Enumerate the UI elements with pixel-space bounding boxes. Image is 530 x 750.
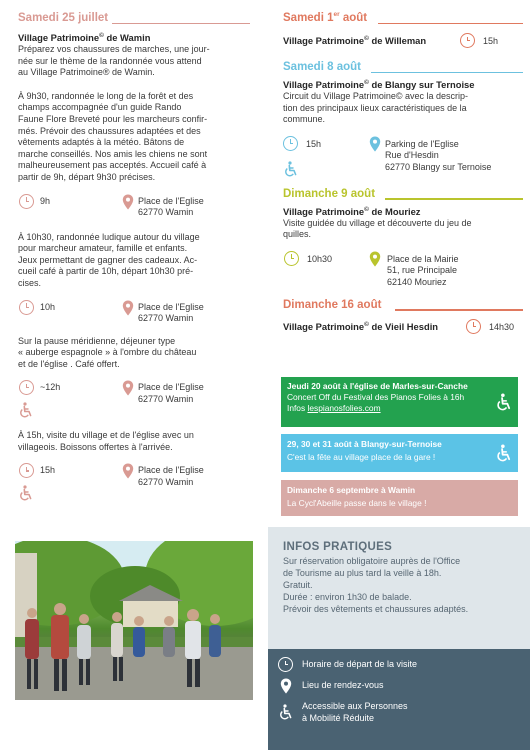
banner-cyclabeille	[281, 480, 518, 516]
venue-place: de Wamin	[103, 32, 151, 43]
wheelchair-icon	[278, 704, 294, 720]
para-line: partir de 9h, départ 9h30 précises.	[18, 171, 156, 182]
clock-icon	[284, 251, 299, 266]
date-rule	[395, 309, 523, 311]
date-heading-sunday-16	[283, 297, 523, 314]
para-line: Jeux permettant de gagner des cadeaux. Ac-	[18, 254, 198, 265]
location-pin-icon	[122, 300, 134, 316]
date-part: Samedi 1	[283, 12, 334, 24]
time-text: 15h	[40, 465, 56, 476]
place-text	[138, 196, 204, 219]
legend-text: Lieu de rendez-vous	[302, 680, 384, 690]
infos-title: INFOS PRATIQUES	[283, 541, 393, 553]
banner-title: 29, 30 et 31 août à Blangy-sur-Ternoise	[287, 439, 442, 449]
location-pin-icon	[280, 678, 292, 694]
info-row-blangy	[283, 136, 523, 182]
walk-930-paragraph	[18, 91, 250, 184]
venue-reg: ©	[99, 31, 104, 39]
para-line: commune.	[283, 114, 326, 125]
para-line: més. Prévoir des chaussures adaptées et des	[18, 125, 201, 136]
venue-place: de Willeman	[368, 35, 427, 46]
info-row-mouriez	[283, 251, 523, 291]
para-line: pour marcheur amateur, famille et enfants.	[18, 243, 188, 254]
place-line: Place de l'Eglise	[138, 382, 204, 393]
date-rule	[378, 23, 523, 25]
para-line: marche conseillés. Nos amis les chiens ne sont	[18, 148, 208, 159]
location-pin-icon	[122, 380, 134, 396]
venue-name: Village Patrimoine	[283, 79, 365, 90]
venue-place: de Mouriez	[368, 205, 421, 217]
venue-title-mouriez	[283, 206, 523, 218]
location-pin-icon	[369, 136, 381, 152]
info-row-12h	[18, 380, 250, 424]
banner-info-line	[287, 403, 512, 414]
clock-icon	[19, 300, 34, 315]
para-line: À 15h, visite du village et de l'église avec un	[18, 430, 194, 441]
date-heading-saturday-1	[283, 10, 523, 27]
date-heading-saturday-25	[18, 10, 250, 27]
info-row-9h	[18, 194, 250, 224]
infos-panel	[268, 527, 530, 649]
para-line: « auberge espagnole » à l'ombre du château	[18, 347, 197, 358]
venue-name: Village Patrimoine	[283, 205, 365, 217]
blangy-description	[283, 91, 523, 126]
venue-place: de Blangy sur Ternoise	[368, 79, 475, 90]
date-part: août	[339, 12, 368, 24]
banner-text: La Cycl'Abeille passe dans le village !	[287, 498, 427, 508]
legend-line: à Mobilité Réduite	[302, 712, 375, 723]
wheelchair-icon	[18, 402, 34, 418]
right-column	[283, 10, 523, 338]
venue-reg: ©	[364, 34, 369, 42]
para-line: Faune Flore Breveté pour les marcheurs confir-	[18, 113, 208, 124]
para-line: tion des principaux lieux caractéristiques de la	[283, 102, 467, 113]
intro-paragraph	[18, 44, 250, 79]
pianos-folies-link[interactable]: lespianosfolies.com	[307, 403, 381, 413]
clock-icon	[283, 136, 298, 151]
banner-text: C'est la fête au village place de la gare !	[287, 452, 436, 462]
location-pin-icon	[122, 463, 134, 479]
clock-icon	[278, 657, 293, 672]
place-line: Rue d'Hesdin	[385, 150, 439, 161]
date-text: Samedi 25 juillet	[18, 12, 112, 24]
place-line: 51, rue Principale	[387, 265, 458, 276]
para-line: au Village Patrimoine® de Wamin.	[18, 67, 155, 78]
location-pin-icon	[122, 194, 134, 210]
place-text	[138, 465, 204, 488]
walk-1030-paragraph	[18, 232, 250, 290]
venue-name: Village Patrimoine	[18, 32, 100, 43]
wheelchair-icon	[495, 393, 513, 411]
para-line: vêtements adaptés à la météo. Bâtons de	[18, 137, 185, 148]
photo-illustration	[15, 541, 253, 700]
venue-name: Village Patrimoine	[283, 35, 365, 46]
date-rule	[371, 72, 523, 74]
venue-title-vieil-hesdin	[283, 321, 438, 333]
banner-text: Concert Off du Festival des Pianos Folies à 16h	[287, 392, 465, 402]
para-line: villageois. Boissons offertes à l'arrivée.	[18, 441, 173, 452]
infos-pratiques	[268, 527, 530, 750]
venue-reg: ©	[364, 78, 369, 86]
para-line: et de l'église . Café offert.	[18, 358, 120, 369]
date-text: Samedi 8 août	[283, 61, 365, 73]
para-line: Sur la pause méridienne, déjeuner type	[18, 335, 176, 346]
time-text: 15h	[483, 36, 499, 46]
legend-place	[278, 678, 508, 694]
time-text: ~12h	[40, 382, 61, 393]
para-line: cises.	[18, 277, 42, 288]
legend-time	[278, 657, 508, 673]
venue-reg: ©	[364, 205, 369, 213]
wheelchair-icon	[283, 161, 299, 177]
location-pin-icon	[369, 251, 381, 267]
clock-icon	[460, 33, 475, 48]
infos-line: Prévoir des vêtements et chaussures adaptés.	[283, 604, 469, 614]
legend-line: Accessible aux Personnes	[302, 701, 408, 711]
time-text: 10h	[40, 301, 56, 312]
event-willeman	[283, 29, 523, 55]
time-text: 10h30	[307, 253, 333, 264]
venue-title-willeman	[283, 35, 426, 47]
para-line: À 10h30, randonnée ludique autour du village	[18, 231, 200, 242]
place-line: 62770 Wamin	[138, 313, 194, 323]
place-line: 62770 Blangy sur Ternoise	[385, 161, 492, 172]
place-text	[385, 139, 491, 174]
date-text: Dimanche 16 août	[283, 299, 385, 311]
para-line: Préparez vos chaussures de marches, une jour-	[18, 44, 210, 54]
banner-title: Dimanche 6 septembre à Wamin	[287, 485, 416, 495]
event-vieil-hesdin	[283, 316, 523, 338]
para-line: née sur le thème de la randonnée vous attend	[18, 55, 202, 66]
place-line: Place de l'Eglise	[138, 465, 204, 476]
place-line: Parking de l'Eglise	[385, 138, 459, 149]
village-visit-paragraph	[18, 430, 250, 453]
wheelchair-icon	[495, 444, 513, 462]
place-text	[138, 382, 204, 405]
banner-pianos-folies	[281, 377, 518, 427]
time-text: 9h	[40, 195, 51, 206]
venue-name: Village Patrimoine	[283, 320, 365, 332]
place-text	[387, 254, 459, 289]
date-rule	[385, 198, 523, 200]
legend-text	[302, 701, 408, 724]
legend-accessibility	[278, 701, 508, 727]
info-row-15h	[18, 463, 250, 507]
para-line: Visite guidée du village et découverte du jeu de	[283, 217, 472, 228]
lunch-paragraph	[18, 336, 250, 371]
place-text	[138, 302, 204, 325]
banner-title: Jeudi 20 août à l'église de Marles-sur-Canche	[287, 381, 468, 391]
group-walk-photo	[15, 541, 253, 700]
place-line: 62140 Mouriez	[387, 276, 447, 287]
para-line: cueil café à partir de 10h, départ 10h30 pré-	[18, 266, 194, 277]
mouriez-description	[283, 218, 523, 241]
banner-blangy-fete	[281, 434, 518, 472]
legend-text: Horaire de départ de la visite	[302, 659, 418, 669]
clock-icon	[19, 463, 34, 478]
infos-line: Sur réservation obligatoire auprès de l'Office	[283, 556, 461, 566]
para-line: quilles.	[283, 229, 312, 240]
date-text	[283, 12, 371, 24]
date-text: Dimanche 9 août	[283, 188, 379, 200]
place-line: Place de l'Eglise	[138, 301, 204, 312]
infos-line: Gratuit.	[283, 580, 313, 590]
time-text: 14h30	[489, 321, 515, 332]
left-column	[18, 10, 250, 507]
para-line: À 9h30, randonnée le long de la forêt et des	[18, 90, 194, 101]
venue-reg: ©	[364, 320, 369, 328]
date-sup: er	[333, 11, 340, 19]
venue-place: de Vieil Hesdin	[368, 320, 439, 332]
place-line: 62770 Wamin	[138, 207, 194, 218]
clock-icon	[466, 319, 481, 334]
wheelchair-icon	[18, 485, 34, 501]
place-line: 62770 Wamin	[138, 393, 194, 404]
time-text: 15h	[306, 138, 322, 149]
place-line: Place de l'Eglise	[138, 195, 204, 206]
info-row-10h	[18, 300, 250, 330]
place-line: 62770 Wamin	[138, 476, 194, 487]
place-line: Place de la Mairie	[387, 253, 459, 264]
para-line: champs accompagnée d'un guide Rando	[18, 102, 182, 113]
venue-title-wamin	[18, 32, 250, 44]
para-line: Circuit du Village Patrimoine© avec la descrip-	[283, 91, 469, 101]
clock-icon	[19, 380, 34, 395]
banner-info-prefix: Infos	[287, 403, 308, 413]
date-heading-sunday-9	[283, 186, 523, 203]
infos-line: de Tourisme au plus tard la veille à 18h.	[283, 568, 442, 578]
date-heading-saturday-8	[283, 59, 523, 76]
para-line: malheureusement pas acceptés. Accueil café à	[18, 160, 207, 171]
legend-panel	[268, 649, 530, 750]
infos-line: Durée : environ 1h30 de balade.	[283, 592, 412, 602]
clock-icon	[19, 194, 34, 209]
venue-title-blangy	[283, 79, 523, 91]
